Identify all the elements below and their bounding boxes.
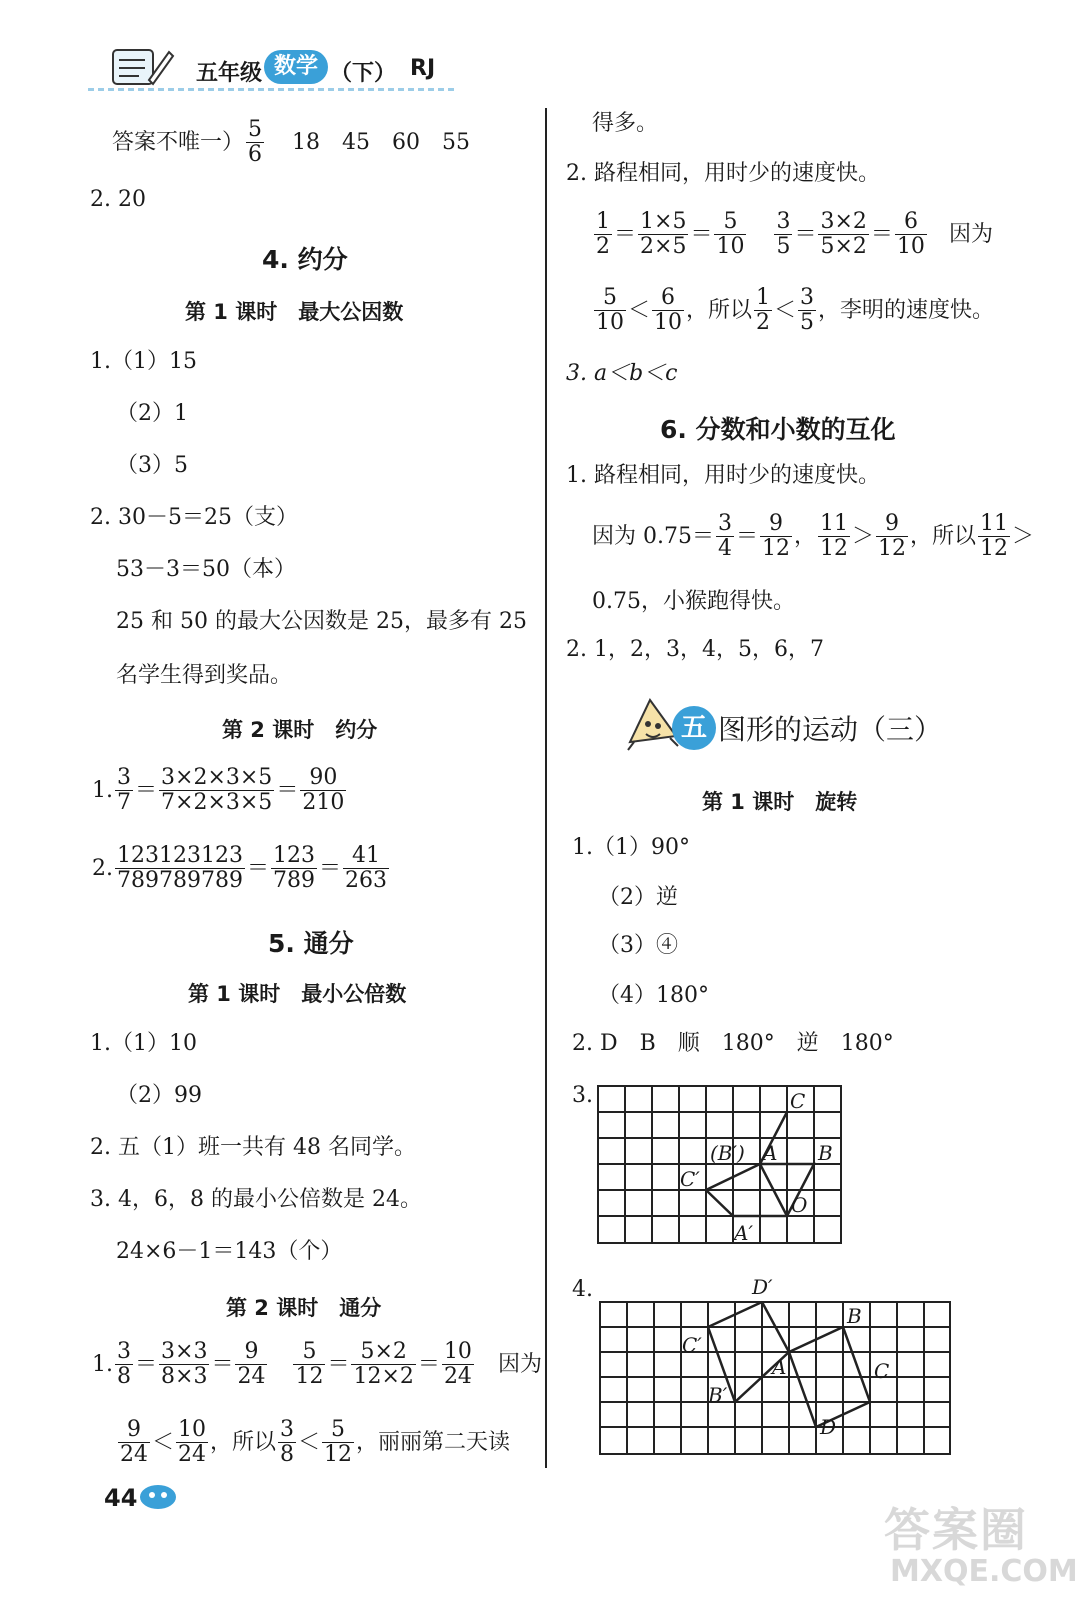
point-label: A′	[734, 1221, 753, 1245]
section-title-6: 6. 分数和小数的互化	[660, 415, 896, 444]
fraction: $\frac{5}{6}$	[248, 117, 263, 167]
comparison-line: $\frac{5}{10}$ ＜ $\frac{6}{10}$ ，所以 $\frac{1}{2}$ ＜ $\frac{3}{5}$ ，李明的速度快。	[596, 285, 995, 335]
point-label: D	[820, 1415, 837, 1439]
answer-line: （2）1	[116, 401, 188, 426]
answer-line: 25 和 50 的最大公因数是 25，最多有 25	[116, 609, 527, 634]
equation-common-denominator: 1. $\frac{3}{8}$ ＝ $\frac{3\times 3}{8\times 3}$ ＝ $\frac{9}{24}$ $\frac{5}{12}$ ＝ $\frac{5\times 2}{12\times 2}$ ＝ $\frac{10}{24}$ 因为	[92, 1339, 542, 1389]
answer-line: 2. 1，2，3，4，5，6，7	[566, 637, 824, 662]
answer-line: 2. 30－5＝25（支）	[90, 505, 298, 530]
point-label: D′	[752, 1275, 773, 1299]
answer-line: 3. a＜b＜c	[566, 361, 678, 386]
page-number: 44	[104, 1484, 138, 1512]
page-decoration-icon	[138, 1482, 184, 1512]
point-label: C′	[680, 1167, 700, 1191]
point-label: C′	[682, 1333, 702, 1357]
rotation-grid-4	[598, 1274, 954, 1456]
question-number: 4.	[572, 1277, 593, 1302]
answer-line: 1.（1）15	[90, 349, 197, 374]
question-number: 3.	[572, 1083, 593, 1108]
answer-line: （4）180°	[598, 983, 709, 1008]
point-label: A	[772, 1355, 787, 1379]
answer-values: 18 45 60 55	[292, 129, 470, 155]
left-line-1	[112, 118, 470, 167]
equation-decimal: 因为 0.75＝ $\frac{3}{4}$ ＝ $\frac{9}{12}$ ， $\frac{11}{12}$ ＞ $\frac{9}{12}$ ，所以 $\frac{11}{12}$ ＞	[592, 511, 1035, 561]
lesson-title-gcd: 第 1 课时 最大公因数	[185, 300, 404, 324]
rotation-grid-3	[596, 1084, 846, 1248]
answer-line: （3）5	[116, 453, 188, 478]
watermark-logo: 答案圈	[884, 1503, 1028, 1557]
answer-line: 53－3＝50（本）	[116, 557, 296, 582]
answer-line: 得多。	[592, 111, 659, 136]
equation-reduce-1: 1. $\frac{3}{7}$ ＝ $\frac{3\times 2\times 3\times 5}{7\times 2\times 3\times 5}$ ＝ $\frac{90}{210}$	[92, 765, 345, 815]
answer-line: 名学生得到奖品。	[116, 663, 293, 688]
unit-number-badge: 五	[672, 706, 716, 750]
header-divider	[88, 88, 458, 91]
point-label: C	[874, 1359, 890, 1383]
equation-reduce-2: 2. $\frac{123123123}{789789789}$ ＝ $\frac{123}{789}$ ＝ $\frac{41}{263}$	[92, 843, 388, 893]
header-subject-badge: 数学	[264, 50, 328, 84]
point-label: A	[763, 1141, 778, 1165]
equation-speed-1: $\frac{1}{2}$ ＝ $\frac{1\times 5}{2\times 5}$ ＝ $\frac{5}{10}$ $\frac{3}{5}$ ＝ $\frac{3\times 2}{5\times 2}$ ＝ $\frac{6}{10}$ 因为	[596, 209, 993, 259]
lesson-title-common-denominator: 第 2 课时 通分	[226, 1296, 382, 1320]
section-title-4: 4. 约分	[262, 245, 348, 274]
point-label: B′	[708, 1383, 728, 1407]
header-grade: 五年级	[196, 61, 263, 86]
unit-title: 图形的运动（三）	[718, 713, 943, 746]
point-label: B	[847, 1304, 862, 1328]
answer-line: 1.（1）10	[90, 1031, 197, 1056]
comparison-line: $\frac{9}{24}$ ＜ $\frac{10}{24}$ ，所以 $\frac{3}{8}$ ＜ $\frac{5}{12}$ ，丽丽第二天读	[120, 1417, 511, 1467]
answer-line: 3. 4，6，8 的最小公倍数是 24。	[90, 1187, 422, 1212]
answer-note: 答案不唯一）	[112, 129, 245, 155]
point-label: B	[818, 1141, 833, 1165]
header-term: （下）	[330, 61, 397, 86]
answer-line: 1. 路程相同，用时少的速度快。	[566, 463, 880, 488]
left-answer-2: 2. 20	[90, 187, 146, 212]
lesson-title-rotation: 第 1 课时 旋转	[702, 790, 858, 814]
point-label: O	[791, 1193, 808, 1217]
section-title-5: 5. 通分	[268, 929, 354, 958]
answer-line: 1.（1）90°	[572, 835, 690, 860]
header-edition: RJ	[410, 56, 436, 81]
answer-line: 2. 路程相同，用时少的速度快。	[566, 161, 880, 186]
lesson-title-lcm: 第 1 课时 最小公倍数	[188, 982, 407, 1006]
answer-line: （2）99	[116, 1083, 202, 1108]
answer-line: 2. D B 顺 180° 逆 180°	[572, 1031, 894, 1056]
watermark-url: MXQE.COM	[890, 1554, 1078, 1589]
point-label: C	[790, 1089, 806, 1113]
answer-line: （3）④	[598, 933, 678, 958]
point-label: (B′)	[710, 1141, 745, 1165]
answer-line: （2）逆	[598, 885, 678, 910]
answer-line: 0.75，小猴跑得快。	[592, 589, 795, 614]
answer-line: 24×6－1＝143（个）	[116, 1239, 343, 1264]
column-divider	[545, 108, 547, 1468]
answer-line: 2. 五（1）班一共有 48 名同学。	[90, 1135, 416, 1160]
notebook-pencil-icon	[105, 42, 175, 92]
lesson-title-reduce: 第 2 课时 约分	[222, 718, 378, 742]
